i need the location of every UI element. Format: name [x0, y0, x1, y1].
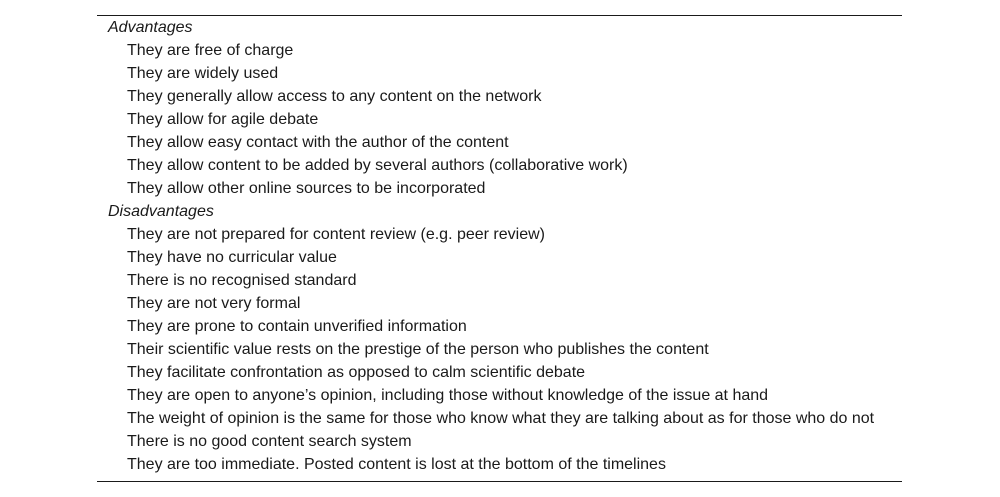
list-item: They are free of charge — [127, 42, 294, 59]
list-item: They are open to anyone’s opinion, including those without knowledge of the issue at hand — [127, 387, 769, 404]
list-item: They allow easy contact with the author of the content — [127, 134, 509, 151]
list-item: They are widely used — [127, 65, 279, 82]
advantages-section — [97, 16, 902, 200]
list-item: They are not very formal — [127, 295, 301, 312]
list-item: There is no recognised standard — [127, 272, 357, 289]
list-item: They facilitate confrontation as opposed to calm scientific debate — [127, 364, 586, 381]
list-item: They are too immediate. Posted content is lost at the bottom of the timelines — [127, 456, 666, 473]
list-item: Their scientific value rests on the prestige of the person who publishes the content — [127, 341, 709, 358]
list-item: They are not prepared for content review (e.g. peer review) — [127, 226, 545, 243]
advantages-disadvantages-table — [97, 15, 902, 482]
disadvantages-section — [97, 200, 902, 476]
list-item: They allow for agile debate — [127, 111, 319, 128]
disadvantages-heading: Disadvantages — [108, 203, 214, 220]
list-item: The weight of opinion is the same for those who know what they are talking about as for those who do not — [127, 410, 875, 427]
disadvantages-list — [97, 223, 902, 476]
advantages-list — [97, 39, 902, 200]
list-item: They allow content to be added by several authors (collaborative work) — [127, 157, 628, 174]
list-item: There is no good content search system — [127, 433, 412, 450]
list-item: They generally allow access to any content on the network — [127, 88, 542, 105]
list-item: They have no curricular value — [127, 249, 337, 266]
list-item: They allow other online sources to be incorporated — [127, 180, 486, 197]
advantages-heading: Advantages — [108, 19, 193, 36]
list-item: They are prone to contain unverified information — [127, 318, 467, 335]
